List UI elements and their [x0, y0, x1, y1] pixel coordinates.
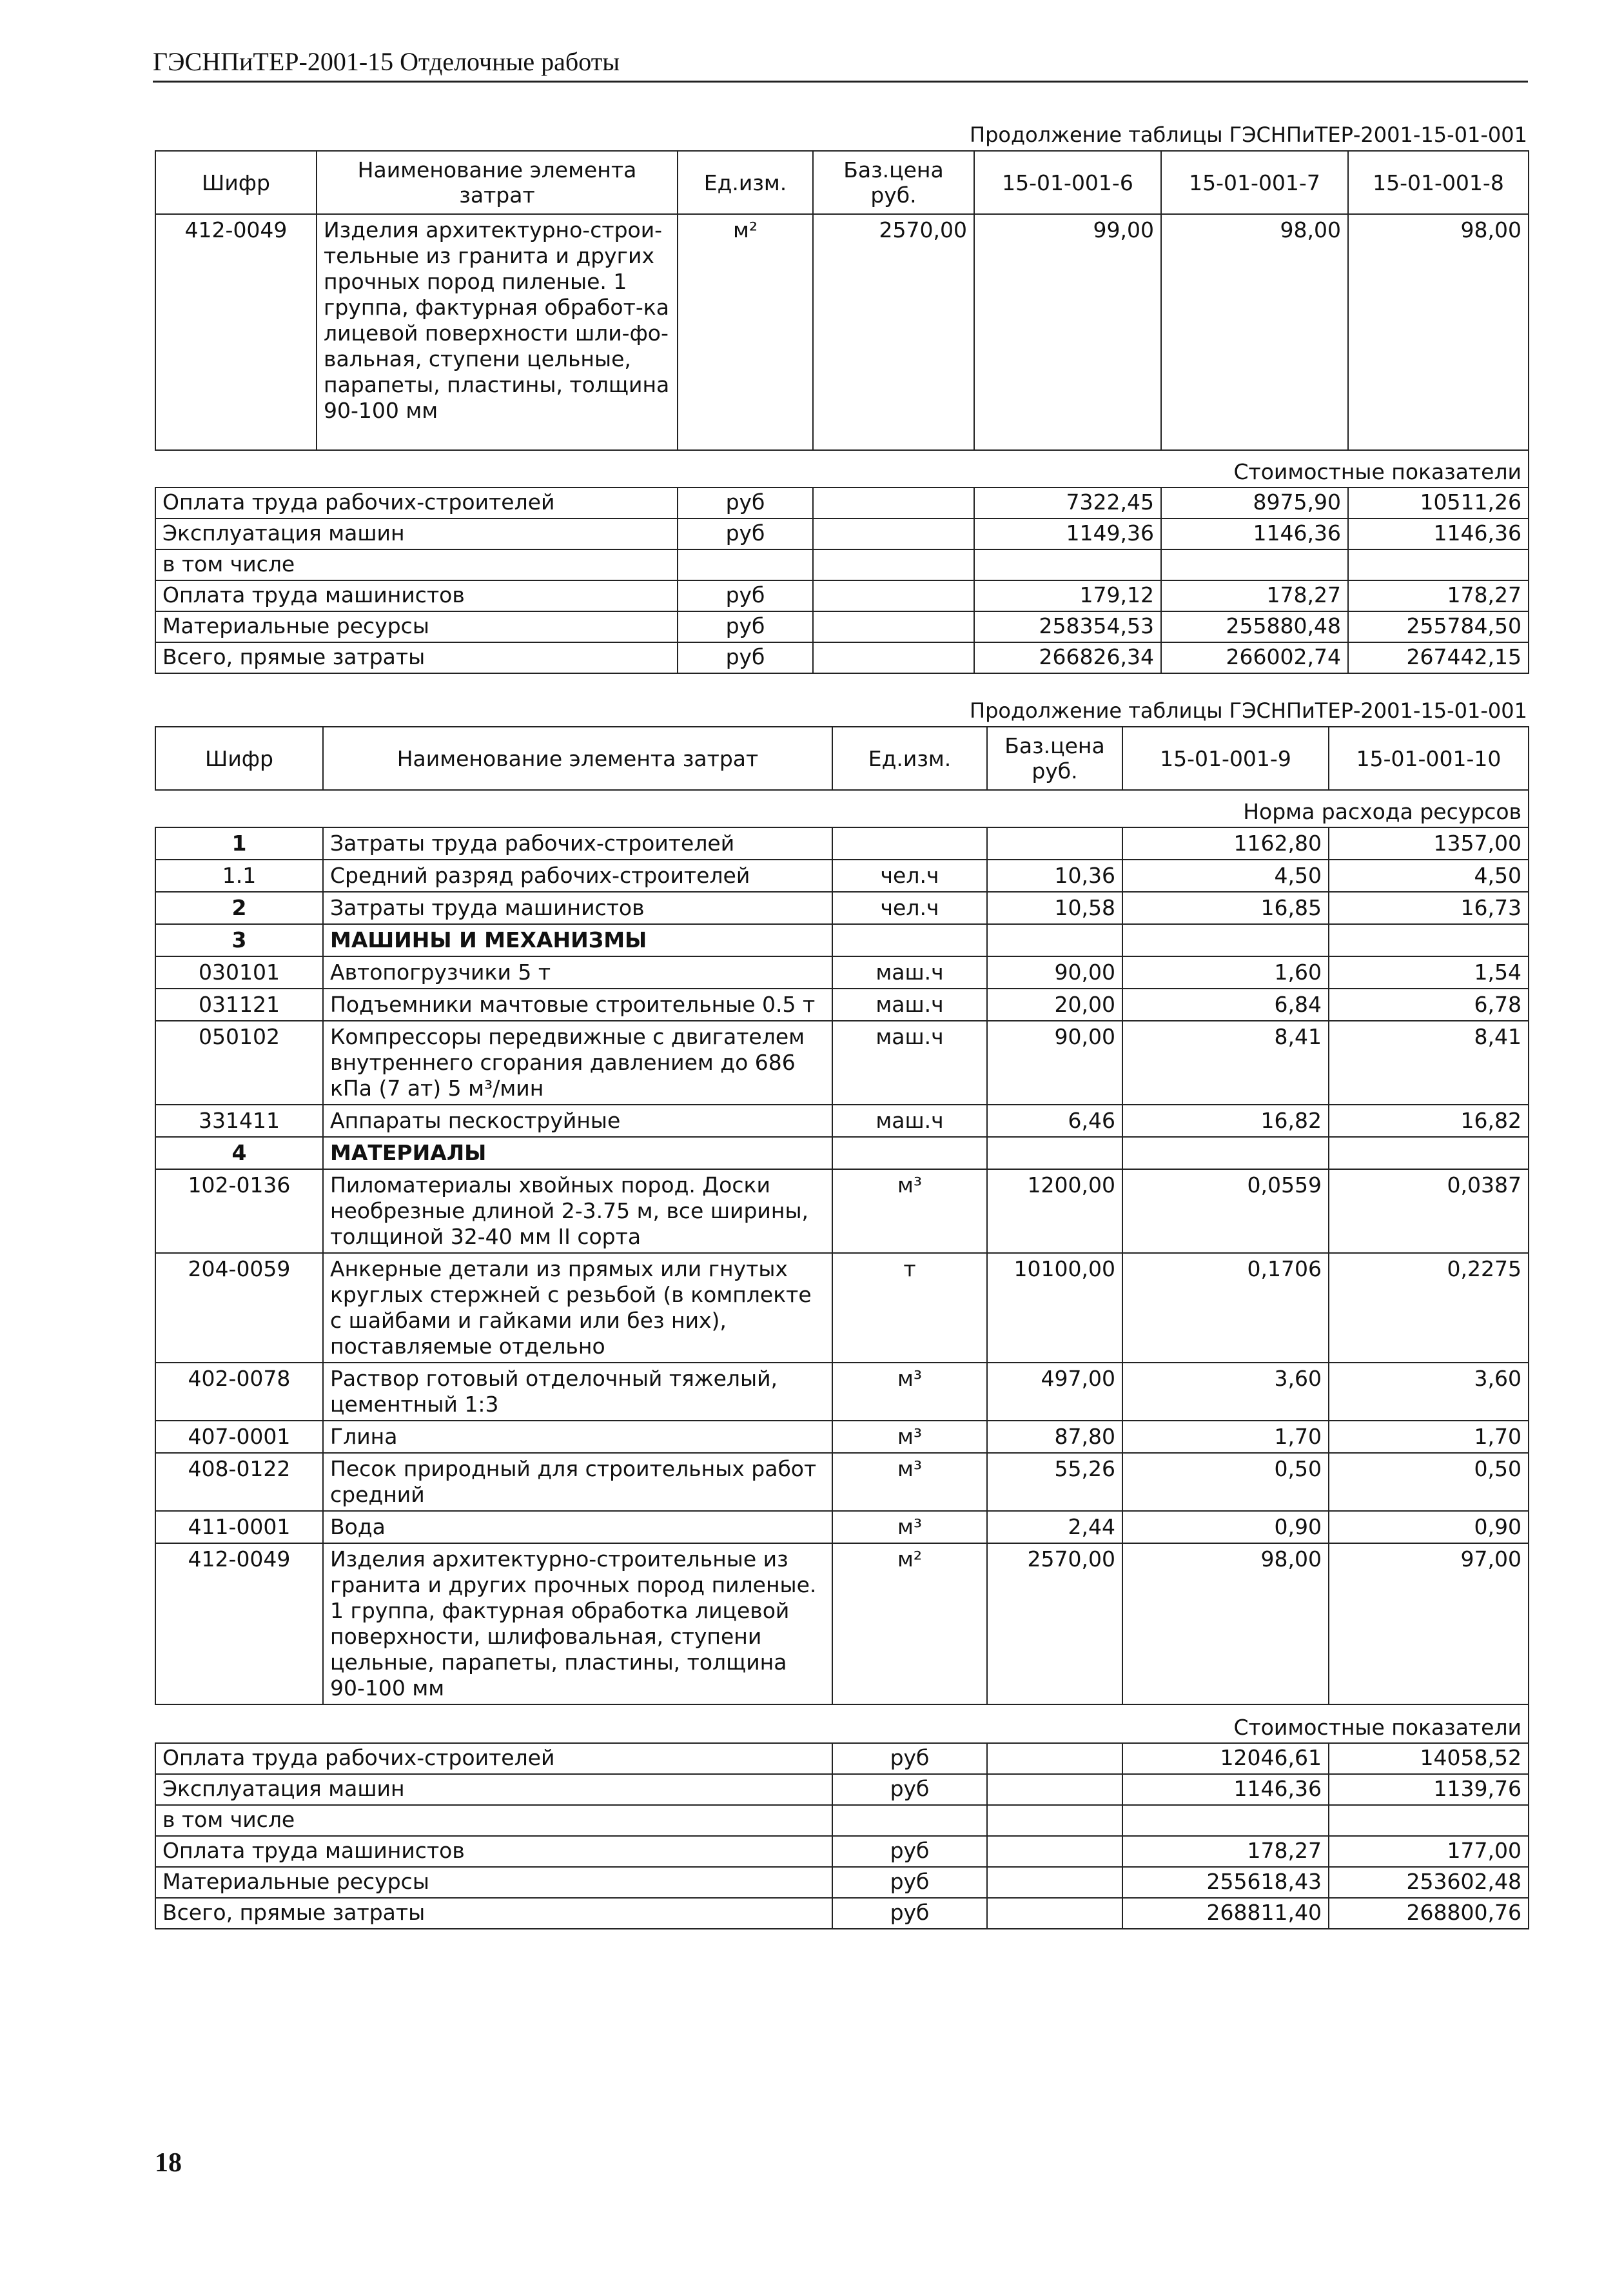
cell-value-b: 3,60: [1329, 1363, 1529, 1421]
cell-price: 10,36: [987, 860, 1122, 892]
col-code-c: 15-01-001-8: [1348, 151, 1529, 214]
cell-unit: маш.ч: [832, 956, 987, 989]
cell-code: 2: [155, 892, 323, 924]
cell-name: Аппараты пескоструйные: [323, 1105, 832, 1137]
cell-unit: м³: [832, 1169, 987, 1253]
cell-unit: т: [832, 1253, 987, 1363]
cell-code: 412-0049: [155, 1543, 323, 1704]
cell-price: 6,46: [987, 1105, 1122, 1137]
cell-unit: маш.ч: [832, 1021, 987, 1105]
cell-price: 1200,00: [987, 1169, 1122, 1253]
cost-row: [155, 549, 1529, 580]
cost-label: Оплата труда рабочих-строителей: [155, 488, 678, 518]
cost-value-b: 178,27: [1161, 580, 1348, 611]
cell-value-a: 6,84: [1122, 989, 1329, 1021]
cost-value-c: 267442,15: [1348, 642, 1529, 673]
col-price: Баз.цена руб.: [987, 727, 1122, 790]
cost-row: [155, 1805, 1529, 1836]
table-row: [155, 1253, 1529, 1363]
cell-price: 2570,00: [987, 1543, 1122, 1704]
cost-value-c: 1146,36: [1348, 518, 1529, 549]
cell-value-b: 16,73: [1329, 892, 1529, 924]
cell-price: 87,80: [987, 1421, 1122, 1453]
cell-value-b: [1329, 924, 1529, 956]
cell-value-a: 16,82: [1122, 1105, 1329, 1137]
cell-price: 2570,00: [813, 214, 974, 450]
cost-label: в том числе: [155, 549, 678, 580]
cell-name: Компрессоры передвижные с двигателем внутреннего сгорания давлением до 686 кПа (7 ат) 5 м³/мин: [323, 1021, 832, 1105]
cell-unit: м³: [832, 1421, 987, 1453]
col-price: Баз.цена руб.: [813, 151, 974, 214]
cell-code: 050102: [155, 1021, 323, 1105]
cost-value-a: 1146,36: [1122, 1774, 1329, 1805]
cell-value-b: 0,2275: [1329, 1253, 1529, 1363]
cost-row: [155, 1867, 1529, 1898]
cell-unit: м³: [832, 1511, 987, 1543]
cell-name: Изделия архитектурно-строительные из гранита и других прочных пород пиленые. 1 группа, фактурная обработка лицевой поверхности, шлифовальная, ступени цельные, парапеты, пластины, толщина 90-100 мм: [323, 1543, 832, 1704]
cost-row: [155, 1898, 1529, 1929]
cell-value-a: 0,0559: [1122, 1169, 1329, 1253]
cost-label: Эксплуатация машин: [155, 1774, 832, 1805]
cell-price: 497,00: [987, 1363, 1122, 1421]
cell-price: 55,26: [987, 1453, 1122, 1511]
cost-label: Эксплуатация машин: [155, 518, 678, 549]
cost-value-a: 179,12: [974, 580, 1161, 611]
cost-value-a: 7322,45: [974, 488, 1161, 518]
cell-price: 90,00: [987, 956, 1122, 989]
cost-empty: [813, 611, 974, 642]
cost-value-c: [1348, 549, 1529, 580]
cell-unit: чел.ч: [832, 860, 987, 892]
cell-value-b: 0,90: [1329, 1511, 1529, 1543]
cell-unit: [832, 1137, 987, 1169]
resource-table-2: [155, 726, 1529, 1929]
col-name: Наименование элемента затрат: [323, 727, 832, 790]
cell-unit: м²: [832, 1543, 987, 1704]
cost-value-c: 255784,50: [1348, 611, 1529, 642]
cell-price: [987, 1137, 1122, 1169]
cell-code: 1: [155, 827, 323, 860]
table-row: [155, 1543, 1529, 1704]
table-row: [155, 1453, 1529, 1511]
cost-label: Всего, прямые затраты: [155, 1898, 832, 1929]
cost-label: Оплата труда машинистов: [155, 580, 678, 611]
norm-section-title: Норма расхода ресурсов: [155, 790, 1529, 827]
cell-value-a: [1122, 924, 1329, 956]
cell-value-a: 98,00: [1122, 1543, 1329, 1704]
cell-name: МАШИНЫ И МЕХАНИЗМЫ: [323, 924, 832, 956]
cell-code: 408-0122: [155, 1453, 323, 1511]
cost-unit: руб: [678, 611, 813, 642]
cell-code: 412-0049: [155, 214, 317, 450]
page-number: 18: [155, 2148, 182, 2178]
cost-unit: руб: [678, 488, 813, 518]
cost-row: [155, 1774, 1529, 1805]
cell-value-a: 8,41: [1122, 1021, 1329, 1105]
cost-value-b: 1139,76: [1329, 1774, 1529, 1805]
cell-price: 90,00: [987, 1021, 1122, 1105]
col-shifr: Шифр: [155, 151, 317, 214]
col-name: Наименование элемента затрат: [317, 151, 678, 214]
cost-unit: руб: [832, 1898, 987, 1929]
cell-code: 411-0001: [155, 1511, 323, 1543]
cost-unit: руб: [832, 1743, 987, 1774]
cost-value-c: 10511,26: [1348, 488, 1529, 518]
cost-empty: [813, 580, 974, 611]
cost-label: в том числе: [155, 1805, 832, 1836]
cost-empty: [813, 518, 974, 549]
col-code-a: 15-01-001-9: [1122, 727, 1329, 790]
cell-unit: м³: [832, 1363, 987, 1421]
cell-value-a: 3,60: [1122, 1363, 1329, 1421]
cost-value-a: 258354,53: [974, 611, 1161, 642]
cost-value-b: [1329, 1805, 1529, 1836]
cost-empty: [987, 1898, 1122, 1929]
page-header: [153, 46, 1528, 83]
table-row: [155, 924, 1529, 956]
cell-unit: [832, 827, 987, 860]
col-shifr: Шифр: [155, 727, 323, 790]
cell-unit: маш.ч: [832, 1105, 987, 1137]
cell-price: 2,44: [987, 1511, 1122, 1543]
cell-value-b: [1329, 1137, 1529, 1169]
cost-empty: [813, 642, 974, 673]
cell-value-b: 16,82: [1329, 1105, 1529, 1137]
cell-value-a: 99,00: [974, 214, 1161, 450]
cell-value-b: 97,00: [1329, 1543, 1529, 1704]
cell-name: Автопогрузчики 5 т: [323, 956, 832, 989]
cost-value-b: 1146,36: [1161, 518, 1348, 549]
cell-code: 407-0001: [155, 1421, 323, 1453]
cell-name: Изделия архитектурно-строи-тельные из гранита и других прочных пород пиленые. 1 группа, фактурная обработ-ка лицевой поверхности шли-фо-вальная, ступени цельные, парапеты, пластины, толщина 90-100 мм: [317, 214, 678, 450]
cell-value-a: 0,1706: [1122, 1253, 1329, 1363]
cell-value-b: 8,41: [1329, 1021, 1529, 1105]
table-row: [155, 989, 1529, 1021]
cell-price: [987, 827, 1122, 860]
cell-name: Анкерные детали из прямых или гнутых круглых стержней с резьбой (в комплекте с шайбами и гайками или без них), поставляемые отдельно: [323, 1253, 832, 1363]
cost-row: [155, 1836, 1529, 1867]
header-title: ГЭСНПиТЕР-2001-15 Отделочные работы: [153, 47, 620, 76]
cell-name: Глина: [323, 1421, 832, 1453]
cost-row: [155, 518, 1529, 549]
cost-value-b: 268800,76: [1329, 1898, 1529, 1929]
table-row: [155, 214, 1529, 450]
cell-code: 4: [155, 1137, 323, 1169]
col-unit: Ед.изм.: [678, 151, 813, 214]
cell-value-b: 6,78: [1329, 989, 1529, 1021]
cost-value-a: [974, 549, 1161, 580]
cost-unit: [832, 1805, 987, 1836]
cell-unit: маш.ч: [832, 989, 987, 1021]
cost-label: Всего, прямые затраты: [155, 642, 678, 673]
cell-name: Вода: [323, 1511, 832, 1543]
cost-section-title: Стоимостные показатели: [155, 1704, 1529, 1743]
cost-unit: руб: [832, 1836, 987, 1867]
cost-unit: руб: [678, 518, 813, 549]
cost-value-a: 1149,36: [974, 518, 1161, 549]
cost-row: [155, 642, 1529, 673]
cell-unit: м²: [678, 214, 813, 450]
col-unit: Ед.изм.: [832, 727, 987, 790]
cell-code: 031121: [155, 989, 323, 1021]
cell-unit: чел.ч: [832, 892, 987, 924]
cost-label: Оплата труда рабочих-строителей: [155, 1743, 832, 1774]
cost-value-b: 177,00: [1329, 1836, 1529, 1867]
cell-value-a: 1,70: [1122, 1421, 1329, 1453]
cost-label: Материальные ресурсы: [155, 1867, 832, 1898]
cost-value-a: 266826,34: [974, 642, 1161, 673]
cell-price: 10,58: [987, 892, 1122, 924]
cost-value-a: [1122, 1805, 1329, 1836]
cell-value-a: 1,60: [1122, 956, 1329, 989]
cost-value-a: 268811,40: [1122, 1898, 1329, 1929]
resource-table-1: [155, 150, 1529, 674]
cost-value-b: 253602,48: [1329, 1867, 1529, 1898]
cell-value-b: 98,00: [1161, 214, 1348, 450]
cell-value-a: 4,50: [1122, 860, 1329, 892]
cost-unit: [678, 549, 813, 580]
cell-name: Затраты труда рабочих-строителей: [323, 827, 832, 860]
table-row: [155, 860, 1529, 892]
cell-unit: м³: [832, 1453, 987, 1511]
cell-value-b: 4,50: [1329, 860, 1529, 892]
cell-value-b: 0,50: [1329, 1453, 1529, 1511]
col-code-b: 15-01-001-7: [1161, 151, 1348, 214]
cell-code: 204-0059: [155, 1253, 323, 1363]
cost-row: [155, 488, 1529, 518]
cost-empty: [987, 1805, 1122, 1836]
cost-empty: [987, 1836, 1122, 1867]
cost-value-b: 8975,90: [1161, 488, 1348, 518]
table-row: [155, 1105, 1529, 1137]
cell-value-a: 1162,80: [1122, 827, 1329, 860]
table-row: [155, 1137, 1529, 1169]
cost-empty: [987, 1743, 1122, 1774]
table-row: [155, 1363, 1529, 1421]
cost-value-a: 255618,43: [1122, 1867, 1329, 1898]
cell-name: Затраты труда машинистов: [323, 892, 832, 924]
cost-label: Оплата труда машинистов: [155, 1836, 832, 1867]
cost-row: [155, 580, 1529, 611]
cell-value-a: 0,90: [1122, 1511, 1329, 1543]
cell-value-c: 98,00: [1348, 214, 1529, 450]
cell-price: 10100,00: [987, 1253, 1122, 1363]
cell-price: [987, 924, 1122, 956]
cell-value-b: 1357,00: [1329, 827, 1529, 860]
cost-label: Материальные ресурсы: [155, 611, 678, 642]
table1-caption: Продолжение таблицы ГЭСНПиТЕР-2001-15-01-001: [970, 123, 1527, 147]
cost-unit: руб: [678, 642, 813, 673]
cost-row: [155, 1743, 1529, 1774]
cost-value-b: [1161, 549, 1348, 580]
cell-price: 20,00: [987, 989, 1122, 1021]
cell-name: Подъемники мачтовые строительные 0.5 т: [323, 989, 832, 1021]
cost-unit: руб: [832, 1867, 987, 1898]
table-row: [155, 956, 1529, 989]
table-row: [155, 1021, 1529, 1105]
table-row: [155, 1511, 1529, 1543]
cost-section-row: [155, 1704, 1529, 1743]
cost-value-b: 14058,52: [1329, 1743, 1529, 1774]
table-row: [155, 827, 1529, 860]
cost-value-a: 178,27: [1122, 1836, 1329, 1867]
cell-code: 1.1: [155, 860, 323, 892]
cost-value-b: 255880,48: [1161, 611, 1348, 642]
cell-code: 102-0136: [155, 1169, 323, 1253]
cost-value-c: 178,27: [1348, 580, 1529, 611]
cell-unit: [832, 924, 987, 956]
table-row: [155, 1421, 1529, 1453]
cost-empty: [813, 488, 974, 518]
cost-row: [155, 611, 1529, 642]
cell-code: 331411: [155, 1105, 323, 1137]
cell-code: 030101: [155, 956, 323, 989]
table-row: [155, 1169, 1529, 1253]
cell-value-b: 1,70: [1329, 1421, 1529, 1453]
table-row: [155, 892, 1529, 924]
cell-name: МАТЕРИАЛЫ: [323, 1137, 832, 1169]
cell-code: 402-0078: [155, 1363, 323, 1421]
cost-empty: [987, 1867, 1122, 1898]
cost-section-title: Стоимостные показатели: [155, 450, 1529, 488]
cost-unit: руб: [832, 1774, 987, 1805]
col-code-a: 15-01-001-6: [974, 151, 1161, 214]
cell-value-a: [1122, 1137, 1329, 1169]
cell-value-a: 16,85: [1122, 892, 1329, 924]
table2-caption: Продолжение таблицы ГЭСНПиТЕР-2001-15-01-001: [970, 698, 1527, 723]
cell-value-b: 1,54: [1329, 956, 1529, 989]
cell-name: Раствор готовый отделочный тяжелый, цементный 1:3: [323, 1363, 832, 1421]
cell-name: Песок природный для строительных работ средний: [323, 1453, 832, 1511]
cost-unit: руб: [678, 580, 813, 611]
cell-value-a: 0,50: [1122, 1453, 1329, 1511]
cell-name: Пиломатериалы хвойных пород. Доски необрезные длиной 2-3.75 м, все ширины, толщиной 32-40 мм II сорта: [323, 1169, 832, 1253]
cost-value-a: 12046,61: [1122, 1743, 1329, 1774]
cell-code: 3: [155, 924, 323, 956]
cell-value-b: 0,0387: [1329, 1169, 1529, 1253]
cost-empty: [987, 1774, 1122, 1805]
cost-value-b: 266002,74: [1161, 642, 1348, 673]
cell-name: Средний разряд рабочих-строителей: [323, 860, 832, 892]
cost-empty: [813, 549, 974, 580]
col-code-b: 15-01-001-10: [1329, 727, 1529, 790]
